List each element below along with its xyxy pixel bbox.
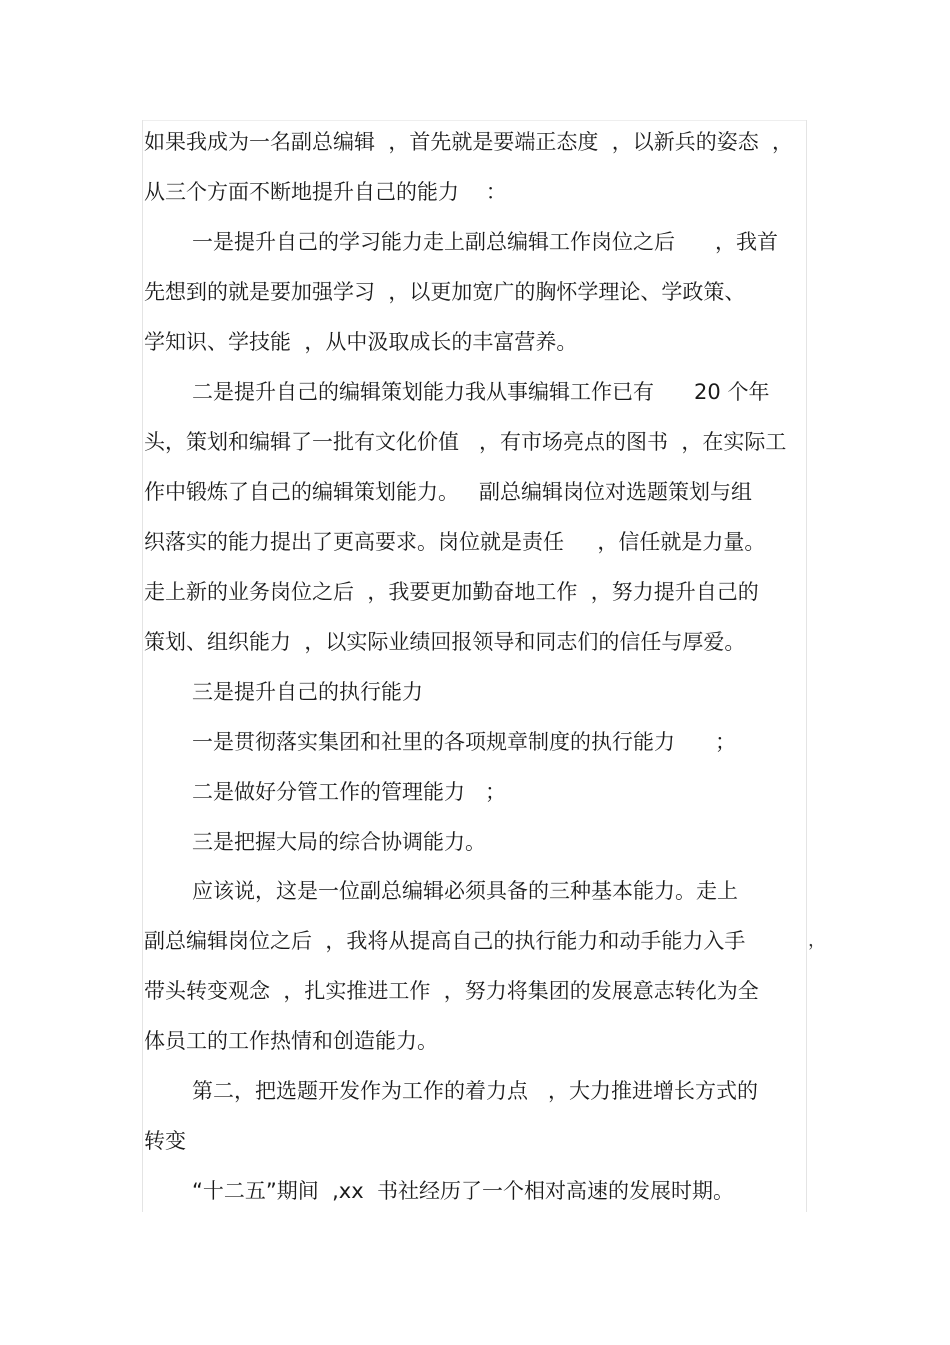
text-line-21: 转变 — [144, 1129, 186, 1153]
page-frame-top — [142, 120, 807, 121]
text-line-9: 织落实的能力提出了更高要求。岗位就是责任 ，信任就是力量。 — [144, 530, 766, 554]
text-line-19: 体员工的工作热情和创造能力。 — [144, 1029, 438, 1053]
text-line-5: 学知识、学技能 ，从中汲取成长的丰富营养。 — [144, 330, 578, 354]
text-line-22: “十二五”期间 ,xx 书社经历了一个相对高速的发展时期。 — [192, 1179, 734, 1203]
margin-punctuation: ， — [808, 930, 826, 951]
text-line-15: 三是把握大局的综合协调能力。 — [192, 830, 486, 854]
text-line-3: 一是提升自己的学习能力走上副总编辑工作岗位之后 ，我首 — [192, 230, 779, 254]
text-line-18: 带头转变观念 ，扎实推进工作 ，努力将集团的发展意志转化为全 — [144, 979, 759, 1003]
page-frame-left — [142, 120, 143, 1212]
text-line-6: 二是提升自己的编辑策划能力我从事编辑工作已有 20 个年 — [192, 380, 770, 404]
text-line-14: 二是做好分管工作的管理能力 ； — [192, 780, 507, 804]
text-line-10: 走上新的业务岗位之后 ，我要更加勤奋地工作 ，努力提升自己的 — [144, 580, 759, 604]
text-line-4: 先想到的就是要加强学习 ，以更加宽广的胸怀学理论、学政策、 — [144, 280, 746, 304]
text-line-17: 副总编辑岗位之后 ，我将从提高自己的执行能力和动手能力入手 — [144, 929, 746, 953]
text-line-8: 作中锻炼了自己的编辑策划能力。 副总编辑岗位对选题策划与组 — [144, 480, 753, 504]
text-line-2: 从三个方面不断地提升自己的能力 ： — [144, 180, 507, 204]
text-line-7: 头，策划和编辑了一批有文化价值 ，有市场亮点的图书 ，在实际工 — [144, 430, 787, 454]
page-frame-right — [806, 120, 807, 1212]
text-line-20: 第二，把选题开发作为工作的着力点 ，大力推进增长方式的 — [192, 1079, 759, 1103]
text-line-12: 三是提升自己的执行能力 — [192, 680, 423, 704]
text-line-13: 一是贯彻落实集团和社里的各项规章制度的执行能力 ； — [192, 730, 737, 754]
text-line-1: 如果我成为一名副总编辑 ，首先就是要端正态度 ，以新兵的姿态 ， — [144, 130, 794, 154]
text-line-16: 应该说，这是一位副总编辑必须具备的三种基本能力。走上 — [192, 879, 738, 903]
text-line-11: 策划、组织能力 ，以实际业绩回报领导和同志们的信任与厚爱。 — [144, 630, 746, 654]
